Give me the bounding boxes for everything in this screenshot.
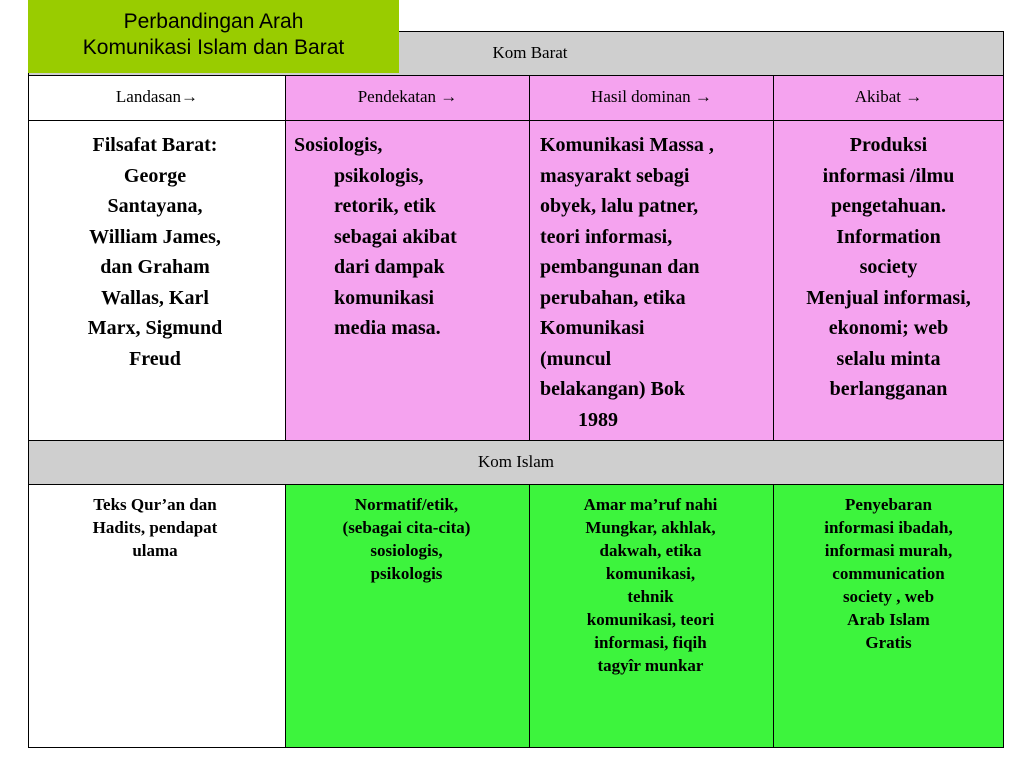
barat-akibat-line: pengetahuan. bbox=[830, 195, 947, 217]
barat-landasan-line: dan Graham bbox=[100, 256, 210, 278]
header-akibat bbox=[773, 75, 1004, 121]
barat-akibat-line: ekonomi; web bbox=[828, 317, 949, 339]
barat-landasan-line: Santayana, bbox=[107, 195, 203, 217]
islam-pendekatan-line: (sebagai cita-cita) bbox=[342, 518, 471, 537]
islam-pendekatan-line: Normatif/etik, bbox=[354, 495, 459, 514]
barat-pendekatan-line: komunikasi bbox=[334, 286, 435, 309]
header-pendekatan bbox=[285, 75, 530, 121]
islam-landasan-text bbox=[29, 493, 281, 562]
islam-landasan-cell bbox=[28, 484, 286, 748]
barat-hasil-line: perubahan, etika bbox=[540, 286, 686, 309]
barat-akibat-line: society bbox=[859, 256, 918, 278]
barat-landasan-line: Marx, Sigmund bbox=[87, 317, 223, 339]
islam-akibat-line: Penyebaran bbox=[845, 495, 932, 514]
barat-pendekatan-line: retorik, etik bbox=[334, 195, 436, 217]
barat-landasan-line: Freud bbox=[129, 347, 181, 370]
islam-akibat-line: society , web bbox=[842, 587, 935, 606]
islam-hasil-line: Amar ma’ruf nahi bbox=[583, 495, 718, 514]
islam-hasil-line: komunikasi, teori bbox=[586, 610, 715, 629]
barat-hasil-line: belakangan) Bok bbox=[540, 378, 686, 400]
barat-hasil-cell bbox=[529, 120, 774, 441]
islam-hasil-line: Mungkar, akhlak, bbox=[585, 518, 716, 537]
barat-hasil-line: obyek, lalu patner, bbox=[540, 195, 699, 217]
barat-pendekatan-line: Sosiologis, bbox=[294, 134, 383, 156]
comparison-table bbox=[28, 31, 1004, 748]
barat-pendekatan-line: psikologis, bbox=[334, 164, 424, 187]
barat-hasil-line: masyarakt sebagi bbox=[540, 164, 690, 187]
barat-akibat-line: informasi /ilmu bbox=[822, 164, 955, 187]
barat-landasan-cell bbox=[28, 120, 286, 441]
islam-akibat-line: Arab Islam bbox=[847, 610, 930, 629]
barat-hasil-line: Komunikasi bbox=[540, 317, 645, 339]
islam-landasan-line: Teks Qur’an dan bbox=[93, 495, 217, 514]
islam-akibat-text bbox=[774, 493, 1003, 654]
barat-pendekatan-line: dari dampak bbox=[334, 256, 445, 278]
islam-hasil-line: dakwah, etika bbox=[599, 541, 702, 560]
barat-hasil-line: (muncul bbox=[540, 347, 612, 370]
barat-pendekatan-text bbox=[294, 130, 525, 344]
islam-pendekatan-line: sosiologis, bbox=[370, 541, 443, 560]
islam-hasil-text bbox=[530, 493, 771, 677]
islam-pendekatan-cell bbox=[285, 484, 530, 748]
section-kom-islam bbox=[28, 440, 1004, 485]
barat-landasan-line: George bbox=[123, 164, 187, 187]
barat-akibat-line: berlangganan bbox=[829, 378, 948, 400]
barat-hasil-line: pembangunan dan bbox=[540, 256, 700, 278]
barat-akibat-text bbox=[774, 130, 1003, 405]
barat-landasan-text bbox=[29, 130, 281, 374]
islam-akibat-line: informasi murah, bbox=[824, 541, 953, 560]
barat-hasil-line: teori informasi, bbox=[540, 225, 673, 248]
barat-akibat-cell bbox=[773, 120, 1004, 441]
barat-akibat-line: Information bbox=[836, 225, 941, 248]
islam-hasil-line: tehnik bbox=[627, 587, 674, 606]
barat-hasil-text bbox=[540, 130, 771, 435]
islam-akibat-line: informasi ibadah, bbox=[824, 518, 953, 537]
islam-hasil-line: informasi, fiqih bbox=[594, 633, 707, 652]
islam-landasan-line: Hadits, pendapat bbox=[92, 518, 218, 537]
section-kom-barat-label: Kom Barat bbox=[492, 43, 568, 62]
barat-akibat-line: Produksi bbox=[849, 134, 928, 156]
section-kom-islam-label: Kom Islam bbox=[477, 452, 555, 471]
barat-pendekatan-line: media masa. bbox=[334, 317, 441, 339]
barat-hasil-line: 1989 bbox=[578, 408, 618, 431]
islam-pendekatan-line: psikologis bbox=[370, 564, 443, 583]
header-hasil bbox=[529, 75, 774, 121]
islam-hasil-line: komunikasi, bbox=[605, 564, 696, 583]
slide-title-line1: Perbandingan Arah bbox=[123, 10, 304, 33]
barat-landasan-line: William James, bbox=[89, 225, 221, 248]
barat-akibat-line: Menjual informasi, bbox=[806, 286, 971, 309]
header-landasan-label: Landasan→ bbox=[115, 87, 199, 106]
islam-pendekatan-text bbox=[286, 493, 527, 585]
islam-landasan-line: ulama bbox=[132, 541, 178, 560]
islam-akibat-line: Gratis bbox=[865, 633, 912, 652]
header-landasan bbox=[28, 75, 286, 121]
islam-hasil-cell bbox=[529, 484, 774, 748]
header-hasil-label: Hasil dominan → bbox=[591, 87, 712, 106]
barat-landasan-line: Wallas, Karl bbox=[101, 286, 209, 309]
barat-pendekatan-line: sebagai akibat bbox=[334, 225, 457, 248]
barat-pendekatan-cell bbox=[285, 120, 530, 441]
slide-title bbox=[28, 0, 399, 73]
islam-akibat-cell bbox=[773, 484, 1004, 748]
header-pendekatan-label: Pendekatan → bbox=[357, 87, 458, 106]
islam-akibat-line: communication bbox=[832, 564, 945, 583]
islam-hasil-line: tagyîr munkar bbox=[597, 656, 704, 675]
slide-title-line2: Komunikasi Islam dan Barat bbox=[82, 36, 345, 59]
barat-landasan-line: Filsafat Barat: bbox=[92, 134, 218, 156]
barat-akibat-line: selalu minta bbox=[836, 347, 941, 370]
header-akibat-label: Akibat → bbox=[854, 87, 923, 106]
barat-hasil-line: Komunikasi Massa , bbox=[540, 134, 714, 156]
